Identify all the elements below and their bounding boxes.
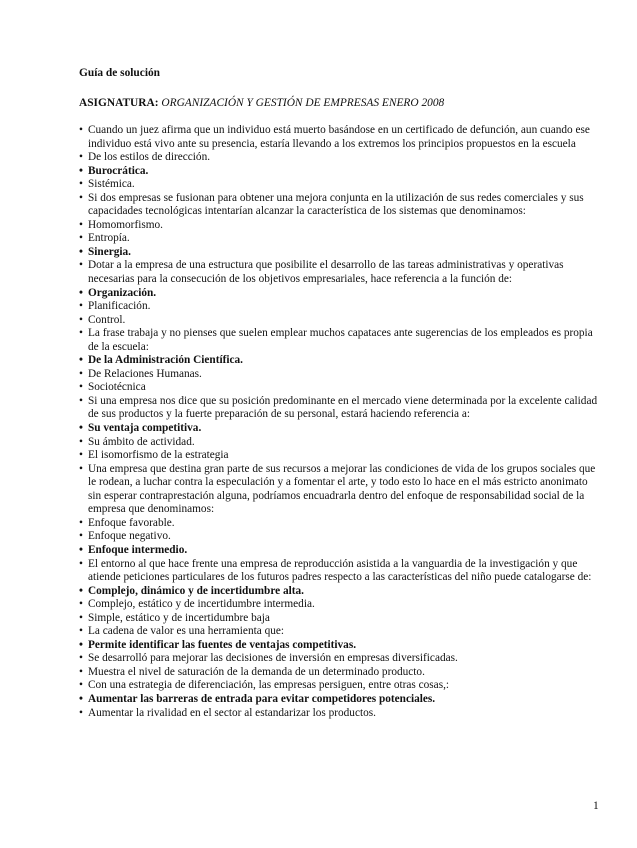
list-item: • Homomorfismo. [79,219,599,233]
list-item: • Sistémica. [79,178,599,192]
answer-item: • Sinergia. [79,246,599,260]
list-item: • De Relaciones Humanas. [79,368,599,382]
list-item: • De los estilos de dirección. [79,151,599,165]
list-item: • Se desarrolló para mejorar las decisiones de inversión en empresas diversificadas. [79,652,599,666]
list-item: • Entropía. [79,232,599,246]
list-item: • Dotar a la empresa de una estructura que posibilite el desarrollo de las tareas administrativas y operativas necesarias para la consecución de los objetivos empresariales, hace referencia a la función de: [79,259,599,286]
list-item: • Planificación. [79,300,599,314]
answer-item: • Enfoque intermedio. [79,544,599,558]
page-number: 1 [593,800,599,812]
question-list [79,124,599,720]
subject-label: ASIGNATURA: [79,97,159,109]
list-item: • Complejo, estático y de incertidumbre intermedia. [79,598,599,612]
list-item: • El entorno al que hace frente una empresa de reproducción asistida a la vanguardia de la investigación y que atiende peticiones particulares de los futuros padres respecto a las características del niño puede catalogarse de: [79,558,599,585]
answer-item: • De la Administración Científica. [79,354,599,368]
list-item: • Muestra el nivel de saturación de la demanda de un determinado producto. [79,666,599,680]
list-item: • Si dos empresas se fusionan para obtener una mejora conjunta en la utilización de sus redes comerciales y sus capacidades tecnológicas intentarían alcanzar la característica de los sistemas que denominamos: [79,192,599,219]
list-item: • Con una estrategia de diferenciación, las empresas persiguen, entre otras cosas,: [79,679,599,693]
page-title: Guía de solución [79,67,161,79]
answer-item: • Aumentar las barreras de entrada para evitar competidores potenciales. [79,693,599,707]
answer-item: • Complejo, dinámico y de incertidumbre alta. [79,585,599,599]
list-item: • La frase trabaja y no pienses que suelen emplear muchos capataces ante sugerencias de los empleados es propia de la escuela: [79,327,599,354]
list-item: • Cuando un juez afirma que un individuo está muerto basándose en un certificado de defunción, aun cuando ese individuo está vivo ante su presencia, estaría llevando a los extremos los principios propuestos en la escuela [79,124,599,151]
answer-item: • Su ventaja competitiva. [79,422,599,436]
subject-heading [79,97,444,109]
subject-value: ORGANIZACIÓN Y GESTIÓN DE EMPRESAS ENERO 2008 [161,97,445,109]
answer-item: • Burocrática. [79,165,599,179]
list-item: • Una empresa que destina gran parte de sus recursos a mejorar las condiciones de vida de los grupos sociales que le rodean, a luchar contra la especulación y a fomentar el arte, y todo esto lo hace en el más estricto anonimato sin esperar contraprestación alguna, podríamos encuadrarla dentro del enfoque de responsabilidad social de la empresa que denominamos: [79,463,599,517]
answer-item: • Organización. [79,287,599,301]
list-item: • Enfoque favorable. [79,517,599,531]
list-item: • Su ámbito de actividad. [79,436,599,450]
answer-item: • Permite identificar las fuentes de ventajas competitivas. [79,639,599,653]
list-item: • La cadena de valor es una herramienta que: [79,625,599,639]
list-item: • Simple, estático y de incertidumbre baja [79,612,599,626]
list-item: • Sociotécnica [79,381,599,395]
list-item: • El isomorfismo de la estrategia [79,449,599,463]
list-item: • Control. [79,314,599,328]
list-item: • Enfoque negativo. [79,530,599,544]
list-item: • Si una empresa nos dice que su posición predominante en el mercado viene determinada por la excelente calidad de sus productos y la fuerte preparación de su personal, estará haciendo referencia a: [79,395,599,422]
list-item: • Aumentar la rivalidad en el sector al estandarizar los productos. [79,707,599,721]
